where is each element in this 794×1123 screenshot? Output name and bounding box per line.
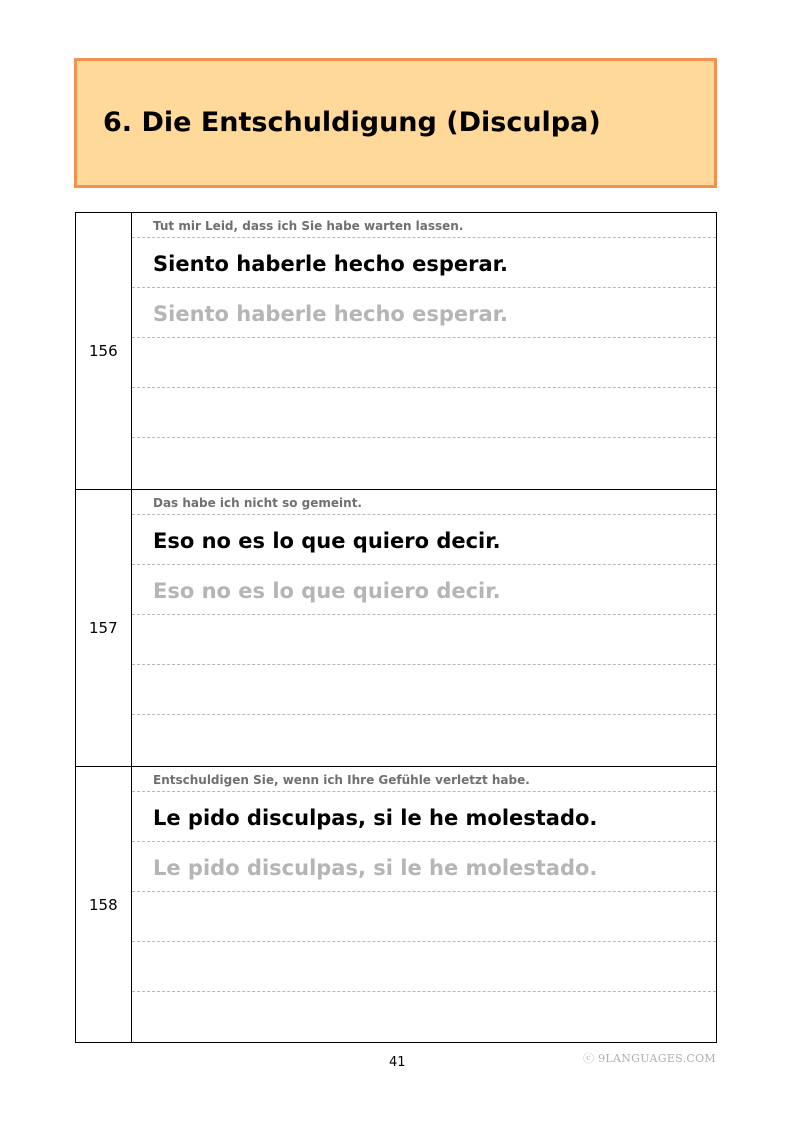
- trace-line: [132, 288, 716, 338]
- german-sentence: Entschuldigen Sie, wenn ich Ihre Gefühle verletzt habe.: [153, 773, 530, 787]
- german-sentence: Tut mir Leid, dass ich Sie habe warten lassen.: [153, 219, 464, 233]
- entry-number: 156: [89, 342, 118, 360]
- spanish-sentence: Eso no es lo que quiero decir.: [153, 529, 501, 553]
- page-number: 41: [389, 1055, 406, 1070]
- model-line: [132, 515, 716, 565]
- blank-writing-line: [132, 338, 716, 388]
- writing-lines: [132, 490, 716, 766]
- blank-writing-line: [132, 992, 716, 1043]
- entry-number: 157: [89, 619, 118, 637]
- practice-sheet: [75, 212, 717, 1043]
- hint-line: [132, 213, 716, 238]
- trace-line: [132, 842, 716, 892]
- entry-number-cell: [76, 213, 132, 489]
- blank-writing-line: [132, 615, 716, 665]
- practice-entry: [76, 213, 716, 489]
- model-line: [132, 238, 716, 288]
- hint-line: [132, 490, 716, 515]
- trace-line: [132, 565, 716, 615]
- blank-writing-line: [132, 892, 716, 942]
- blank-writing-line: [132, 942, 716, 992]
- blank-writing-line: [132, 665, 716, 715]
- writing-lines: [132, 767, 716, 1043]
- writing-lines: [132, 213, 716, 489]
- trace-sentence: Le pido disculpas, si le he molestado.: [153, 856, 598, 880]
- blank-writing-line: [132, 715, 716, 766]
- model-line: [132, 792, 716, 842]
- trace-sentence: Eso no es lo que quiero decir.: [153, 579, 501, 603]
- blank-writing-line: [132, 388, 716, 438]
- practice-entry: [76, 489, 716, 766]
- entry-number: 158: [89, 896, 118, 914]
- german-sentence: Das habe ich nicht so gemeint.: [153, 496, 362, 510]
- blank-writing-line: [132, 438, 716, 489]
- spanish-sentence: Le pido disculpas, si le he molestado.: [153, 806, 598, 830]
- hint-line: [132, 767, 716, 792]
- copyright-notice: ⓒ 9LANGUAGES.COM: [583, 1052, 716, 1065]
- trace-sentence: Siento haberle hecho esperar.: [153, 302, 509, 326]
- entry-number-cell: [76, 490, 132, 766]
- spanish-sentence: Siento haberle hecho esperar.: [153, 252, 509, 276]
- practice-entry: [76, 766, 716, 1043]
- entry-number-cell: [76, 767, 132, 1043]
- chapter-title-box: [74, 58, 717, 188]
- chapter-title: 6. Die Entschuldigung (Disculpa): [103, 107, 601, 138]
